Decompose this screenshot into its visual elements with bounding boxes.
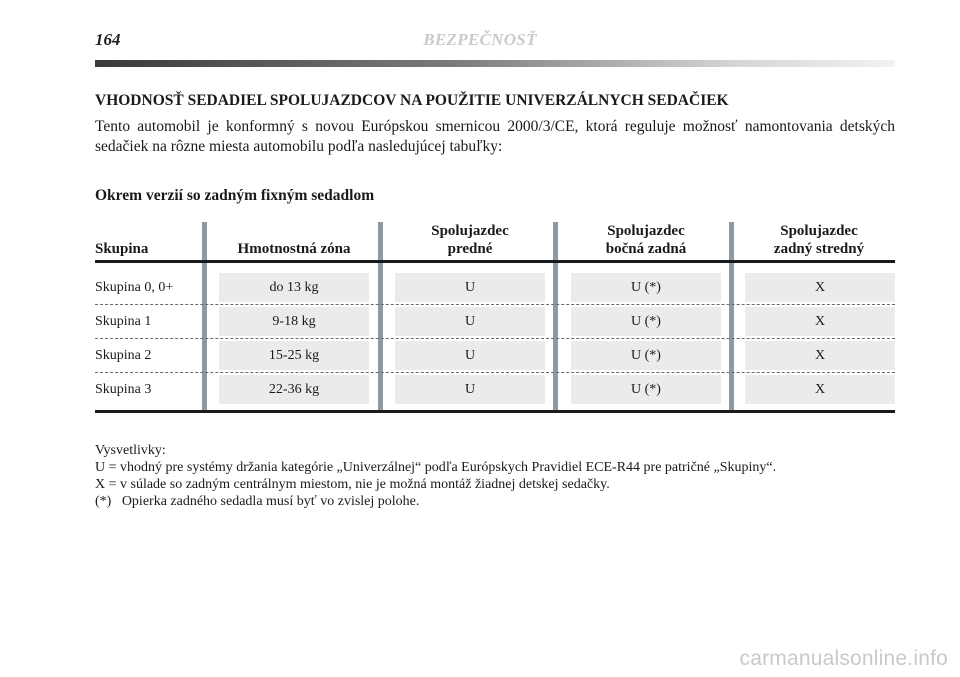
note-line-u: U = vhodný pre systémy držania kategórie „Univerzálnej“ podľa Európskych Pravidiel ECE-R44 pre patričné „Skupiny“. (95, 460, 777, 475)
note-line-x: X = v súlade so zadným centrálnym miestom, nie je možná montáž žiadnej detskej sedačky. (95, 477, 610, 492)
table-row (95, 273, 895, 302)
watermark: carmanualsonline.info (739, 647, 948, 670)
page-number: 164 (95, 30, 121, 49)
cell-rear-center: X (745, 273, 895, 302)
running-title: BEZPEČNOSŤ (423, 30, 537, 49)
cell-weight: 15-25 kg (219, 341, 369, 370)
cell-group: Skupina 3 (95, 382, 152, 397)
table-bottom-rule (95, 410, 895, 413)
section-title: VHODNOSŤ SEDADIEL SPOLUJAZDCOV NA POUŽITIE UNIVERZÁLNYCH SEDAČIEK (95, 92, 729, 109)
cell-weight: 22-36 kg (219, 375, 369, 404)
legend-notes (95, 442, 895, 510)
suitability-table (95, 222, 895, 414)
table-row (95, 307, 895, 336)
cell-front: U (395, 307, 545, 336)
cell-weight: do 13 kg (219, 273, 369, 302)
header-front-passenger (393, 222, 547, 258)
note-line-asterisk: (*) Opierka zadného sedadla musí byť vo zvislej polohe. (95, 494, 420, 509)
row-separator (95, 338, 895, 339)
cell-rear-side: U (*) (571, 341, 721, 370)
row-separator (95, 304, 895, 305)
cell-rear-center: X (745, 307, 895, 336)
header-rear-side-passenger (569, 222, 723, 258)
notes-heading: Vysvetlivky: (95, 443, 166, 458)
cell-group: Skupina 0, 0+ (95, 280, 174, 295)
header-rear-side-line2: bočná zadná (605, 241, 687, 257)
header-weight-zone: Hmotnostná zóna (237, 241, 351, 257)
table-row (95, 375, 895, 404)
row-separator (95, 372, 895, 373)
cell-rear-center: X (745, 375, 895, 404)
cell-rear-center: X (745, 341, 895, 370)
cell-rear-side: U (*) (571, 273, 721, 302)
header-rule (95, 60, 895, 67)
header-rear-center-line1: Spolujazdec (780, 223, 858, 239)
table-top-rule (95, 260, 895, 263)
header-rear-center-line2: zadný stredný (773, 241, 865, 257)
table-row (95, 341, 895, 370)
cell-rear-side: U (*) (571, 307, 721, 336)
header-front-passenger-line2: predné (447, 241, 493, 257)
header-rear-center-passenger (743, 222, 895, 258)
intro-paragraph: Tento automobil je konformný s novou Európskou smernicou 2000/3/CE, ktorá reguluje možnosť namontovania detských sedačiek na rôzne miesta automobilu podľa nasledujúcej tabuľky: (95, 118, 895, 155)
cell-front: U (395, 341, 545, 370)
cell-group: Skupina 2 (95, 348, 152, 363)
header-group: Skupina (95, 241, 149, 257)
cell-group: Skupina 1 (95, 314, 152, 329)
table-subtitle: Okrem verzií so zadným fixným sedadlom (95, 187, 375, 204)
cell-rear-side: U (*) (571, 375, 721, 404)
header-rear-side-line1: Spolujazdec (607, 223, 685, 239)
cell-front: U (395, 375, 545, 404)
cell-front: U (395, 273, 545, 302)
cell-weight: 9-18 kg (219, 307, 369, 336)
header-front-passenger-line1: Spolujazdec (431, 223, 509, 239)
